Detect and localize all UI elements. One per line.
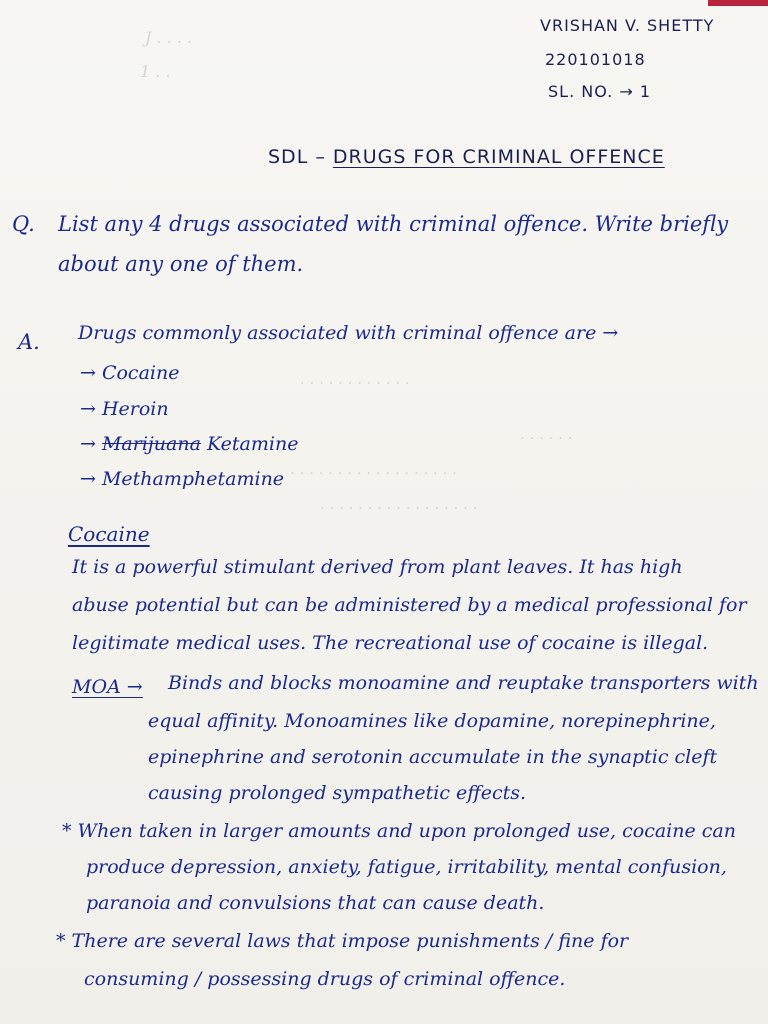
replacement-item: Ketamine: [206, 433, 299, 455]
serial-number: SL. NO. → 1: [548, 82, 651, 101]
show-through-text: . . . . . .: [520, 425, 573, 443]
note-line: * There are several laws that impose punishments / fine for: [56, 930, 629, 952]
note-line: paranoia and convulsions that can cause death.: [86, 892, 545, 914]
title-prefix: SDL –: [268, 146, 326, 168]
note-line: * When taken in larger amounts and upon prolonged use, cocaine can: [62, 820, 736, 842]
question-line: List any 4 drugs associated with criminal offence. Write briefly: [58, 212, 729, 236]
page-title: [268, 146, 665, 168]
student-name: VRISHAN V. SHETTY: [540, 16, 715, 35]
struck-item: Marijuana: [101, 433, 201, 455]
drug-list-item: [80, 433, 298, 455]
note-line: produce depression, anxiety, fatigue, irritability, mental confusion,: [86, 856, 727, 878]
page-corner-mark: [708, 0, 768, 6]
show-through-text: . . . . . . . . . . . . . . . . . .: [290, 460, 457, 478]
list-arrow: →: [80, 433, 96, 455]
moa-line: causing prolonged sympathetic effects.: [148, 782, 527, 804]
paragraph-line: legitimate medical uses. The recreational use of cocaine is illegal.: [72, 632, 709, 654]
question-label: Q.: [12, 212, 35, 236]
question-line: about any one of them.: [58, 252, 304, 276]
section-heading: Cocaine: [68, 522, 150, 546]
moa-label: MOA →: [72, 676, 143, 698]
show-through-text: J . . . .: [145, 28, 193, 47]
drug-list-item: → Cocaine: [80, 362, 180, 384]
moa-line: Binds and blocks monoamine and reuptake transporters with: [168, 672, 759, 694]
show-through-text: . . . . . . . . . . . . . . . . .: [320, 495, 478, 513]
note-line: consuming / possessing drugs of criminal offence.: [84, 968, 566, 990]
paragraph-line: abuse potential but can be administered by a medical professional for: [72, 594, 747, 616]
roll-number: 220101018: [545, 50, 646, 69]
drug-list-item: → Methamphetamine: [80, 468, 285, 490]
drug-list-item: → Heroin: [80, 398, 169, 420]
show-through-text: . . . . . . . . . . . .: [300, 370, 410, 388]
answer-intro: Drugs commonly associated with criminal offence are →: [78, 322, 619, 344]
show-through-text: 1 . .: [140, 62, 171, 81]
title-main: DRUGS FOR CRIMINAL OFFENCE: [332, 146, 665, 168]
paragraph-line: It is a powerful stimulant derived from plant leaves. It has high: [72, 556, 683, 578]
moa-line: equal affinity. Monoamines like dopamine, norepinephrine,: [148, 710, 716, 732]
moa-line: epinephrine and serotonin accumulate in the synaptic cleft: [148, 746, 718, 768]
answer-label: A.: [18, 330, 40, 354]
